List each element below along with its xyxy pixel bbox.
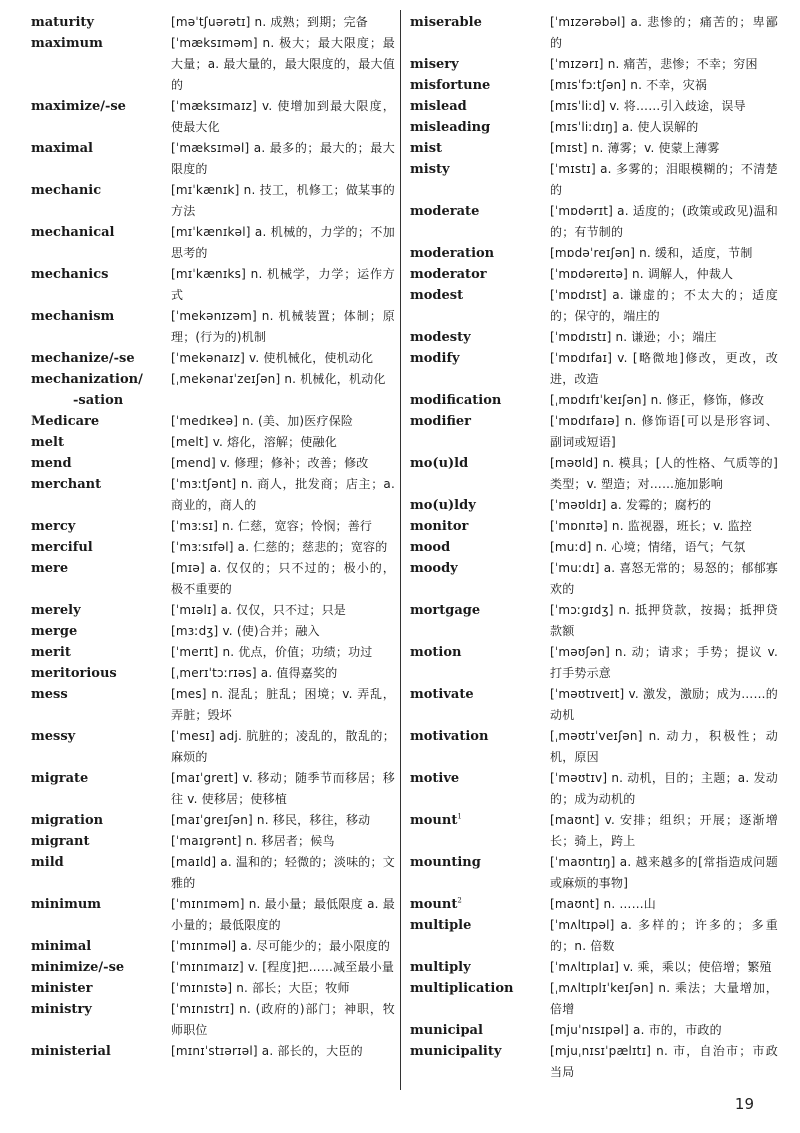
entry-definition: [ˈmɪnɪməm] n. 最小量；最低限度 a. 最小量的；最低限度的 [171,897,395,932]
dictionary-entry [410,75,778,96]
entry-headword: modification [410,393,502,408]
entry-headword: mislead [410,99,467,114]
entry-definition: [ˈmedɪkeə] n. (美、加)医疗保险 [171,414,354,428]
entry-headword: ministerial [31,1044,111,1059]
entry-definition: [ˈmɪnɪstə] n. 部长；大臣；牧师 [171,981,350,995]
entry-definition: [ˈmɪzərəbəl] a. 悲惨的；痛苦的；卑鄙的 [550,15,778,50]
entry-definition: [mes] n. 混乱；脏乱；困境；v. 弄乱，弄脏；毁坏 [171,687,395,722]
entry-definition: [maɪld] a. 温和的；轻微的；淡味的；文雅的 [171,855,395,890]
entry-definition: [ˈmekənaɪz] v. 使机械化，使机动化 [171,351,374,365]
entry-definition: [ˈmʌltɪpəl] a. 多样的；许多的；多重的；n. 倍数 [550,918,778,953]
entry-headword: moderation [410,246,495,261]
dictionary-entry [31,369,395,411]
entry-definition: [muːd] n. 心境；情绪，语气；气氛 [550,540,746,554]
dictionary-entry [31,12,395,33]
left-column [31,12,395,1062]
dictionary-entry [410,201,778,243]
dictionary-entry [31,306,395,348]
entry-definition: [ˈmerɪt] n. 优点，价值；功绩；功过 [171,645,373,659]
entry-definition: [ˌmerɪˈtɔːrɪəs] a. 值得嘉奖的 [171,666,338,680]
dictionary-entry [410,117,778,138]
entry-definition: [mɪsˈfɔːtʃən] n. 不幸，灾祸 [550,78,708,92]
entry-definition: [maɪˈgreɪʃən] n. 移民，移往，移动 [171,813,371,827]
right-column [410,12,778,1083]
entry-definition: [melt] v. 熔化，溶解；使融化 [171,435,337,449]
entry-headword: merciful [31,540,93,555]
entry-definition: [məʊld] n. 模具；[人的性格、气质等的]类型；v. 塑造；对……施加影响 [550,456,778,491]
dictionary-entry [410,348,778,390]
entry-definition: [mɪnɪˈstɪərɪəl] a. 部长的，大臣的 [171,1044,363,1058]
entry-definition: [mend] v. 修理；修补；改善；修改 [171,456,369,470]
dictionary-entry [410,159,778,201]
dictionary-entry [31,894,395,936]
entry-headword: modify [410,351,460,366]
dictionary-entry [410,285,778,327]
dictionary-entry [31,852,395,894]
dictionary-entry [410,726,778,768]
entry-headword: municipal [410,1023,483,1038]
entry-definition: [ˌmɒdɪfɪˈkeɪʃən] n. 修正，修饰，修改 [550,393,765,407]
entry-headword: municipality [410,1044,502,1059]
entry-headword: minimum [31,897,102,912]
entry-definition: [ˈmɪnɪstrɪ] n. (政府的)部门；神职，牧师职位 [171,1002,395,1037]
page-number: 19 [734,1095,754,1113]
entry-definition: [ˈmɒdɪfaɪ] v. [略微地]修改，更改，改进，改造 [550,351,778,386]
entry-definition: [ˈmɪnɪmaɪz] v. [程度]把……减至最小量 [171,960,395,974]
entry-headword: modesty [410,330,471,345]
dictionary-entry [31,957,395,978]
entry-headword: mild [31,855,64,870]
entry-definition: [ˈmesɪ] adj. 肮脏的；凌乱的，散乱的；麻烦的 [171,729,395,764]
entry-headword: mount$^2$ [410,896,462,912]
dictionary-entry [31,600,395,621]
dictionary-entry [410,915,778,957]
dictionary-entry [31,180,395,222]
entry-definition: [ˈmɒdɪst] a. 谦虚的；不太大的；适度的；保守的，端庄的 [550,288,778,323]
dictionary-entry [31,264,395,306]
entry-headword: miserable [410,15,482,30]
entry-headword: merchant [31,477,102,492]
entry-definition: [ˈmaɪgrənt] n. 移居者；候鸟 [171,834,335,848]
homograph-number: 2 [457,896,462,905]
entry-definition: [ˈməʊldɪ] a. 发霉的；腐朽的 [550,498,712,512]
entry-definition: [ˌmʌltɪplɪˈkeɪʃən] n. 乘法；大量增加，倍增 [550,981,778,1016]
dictionary-entry [410,768,778,810]
dictionary-entry [31,33,395,96]
entry-headword: minimal [31,939,92,954]
dictionary-entry [410,558,778,600]
entry-headword: merit [31,645,71,660]
entry-definition: [ˌməʊtɪˈveɪʃən] n. 动力，积极性；动机，原因 [550,729,778,764]
entry-definition: [ˈmuːdɪ] a. 喜怒无常的；易怒的；郁郁寡欢的 [550,561,778,596]
entry-headword: motivation [410,729,489,744]
entry-headword: maturity [31,15,94,30]
dictionary-entry [410,453,778,495]
dictionary-entry [31,978,395,999]
dictionary-entry [410,327,778,348]
dictionary-entry [31,432,395,453]
dictionary-entry [31,642,395,663]
dictionary-entry [410,684,778,726]
entry-definition: [maʊnt] v. 安排；组织；开展；逐渐增长；骑上，跨上 [550,813,778,848]
dictionary-entry [31,222,395,264]
entry-headword: merely [31,603,81,618]
entry-headword: meritorious [31,666,117,681]
dictionary-entry [410,138,778,159]
entry-definition: [ˈmaʊntɪŋ] a. 越来越多的[常指造成问题或麻烦的事物] [550,855,778,890]
entry-headword: migrant [31,834,90,849]
entry-headword: misfortune [410,78,491,93]
entry-definition: [ˈmɜːtʃənt] n. 商人，批发商；店主；a. 商业的，商人的 [171,477,395,512]
entry-headword: maximum [31,36,103,51]
entry-headword: multiplication [410,981,514,996]
dictionary-entry [31,411,395,432]
dictionary-entry [410,810,778,852]
entry-headword: mo(u)ld [410,456,469,471]
entry-headword: migrate [31,771,89,786]
entry-definition: [ˈmɪstɪ] a. 多雾的；泪眼模糊的；不清楚的 [550,162,778,197]
entry-definition: [maʊnt] n. ……山 [550,897,656,911]
entry-definition: [ˈmɒdərɪt] a. 适度的；(政策或政见)温和的；有节制的 [550,204,778,239]
entry-headword: mend [31,456,72,471]
dictionary-entry [410,1041,778,1083]
entry-definition: [ˈmɒdɪfaɪə] n. 修饰语[可以是形容词、副词或短语] [550,414,778,449]
entry-definition: [mɪˈkænɪks] n. 机械学，力学；运作方式 [171,267,395,302]
entry-definition: [ˈməʊʃən] n. 动；请求；手势；提议 v. 打手势示意 [550,645,778,680]
dictionary-entry [410,411,778,453]
entry-definition: [mɪˈkænɪk] n. 技工，机修工；做某事的方法 [171,183,395,218]
entry-definition: [ˈməʊtɪveɪt] v. 激发，激励；成为……的动机 [550,687,778,722]
entry-definition: [ˈmæksɪməl] a. 最多的；最大的；最大限度的 [171,141,395,176]
entry-definition: [ˈmɜːsɪ] n. 仁慈，宽容；怜悯；善行 [171,519,373,533]
entry-headword: multiply [410,960,471,975]
dictionary-entry [31,453,395,474]
entry-headword: misery [410,57,459,72]
dictionary-entry [410,537,778,558]
entry-headword: mortgage [410,603,481,618]
entry-headword: motion [410,645,462,660]
entry-definition: [mɪsˈliːdɪŋ] a. 使人误解的 [550,120,699,134]
entry-headword: ministry [31,1002,92,1017]
dictionary-entry [410,600,778,642]
entry-headword: mechanic [31,183,102,198]
entry-definition: [ˈməʊtɪv] n. 动机，目的；主题；a. 发动的；成为动机的 [550,771,778,806]
entry-definition: [ˈmɪnɪməl] a. 尽可能少的；最小限度的 [171,939,391,953]
entry-headword: multiple [410,918,472,933]
entry-definition: [mɪst] n. 薄雾；v. 使蒙上薄雾 [550,141,720,155]
entry-definition: [maɪˈgreɪt] v. 移动；随季节而移居；移往 v. 使移居；使移植 [171,771,395,806]
entry-definition: [mɒdəˈreɪʃən] n. 缓和，适度，节制 [550,246,753,260]
dictionary-entry [31,621,395,642]
entry-headword: mess [31,687,68,702]
dictionary-entry [410,243,778,264]
entry-headword: mist [410,141,443,156]
entry-headword: Medicare [31,414,100,429]
dictionary-entry [31,138,395,180]
entry-definition: [ˈmekənɪzəm] n. 机械装置；体制；原理；(行为的)机制 [171,309,395,344]
dictionary-entry [410,96,778,117]
entry-definition: [ˈmʌltɪplaɪ] v. 乘，乘以；使倍增；繁殖 [550,960,772,974]
dictionary-entry [410,516,778,537]
entry-headword: moderate [410,204,480,219]
entry-headword: merge [31,624,78,639]
dictionary-entry [31,768,395,810]
dictionary-entry [410,390,778,411]
entry-headword: melt [31,435,64,450]
dictionary-entry [31,516,395,537]
entry-definition: [mjuˈnɪsɪpəl] a. 市的，市政的 [550,1023,722,1037]
entry-headword: minister [31,981,93,996]
entry-definition: [ˈmɒdɪstɪ] n. 谦逊；小；端庄 [550,330,717,344]
entry-headword: mechanics [31,267,109,282]
entry-definition: [ˈmɜːsɪfəl] a. 仁慈的；慈悲的；宽容的 [171,540,388,554]
dictionary-entry [31,537,395,558]
dictionary-entry [31,831,395,852]
dictionary-entry [31,474,395,516]
dictionary-entry [410,957,778,978]
dictionary-entry [31,999,395,1041]
entry-headword: mo(u)ldy [410,498,476,513]
dictionary-entry [410,54,778,75]
entry-definition: [mɪsˈliːd] v. 将……引入歧途，误导 [550,99,746,113]
entry-headword: modest [410,288,464,303]
entry-headword: motive [410,771,460,786]
entry-headword: mercy [31,519,76,534]
dictionary-entry [31,726,395,768]
homograph-number: 1 [457,812,462,821]
entry-headword: mount$^1$ [410,812,462,828]
entry-definition: [ˈmæksɪmaɪz] v. 使增加到最大限度，使最大化 [171,99,395,134]
column-divider [400,10,401,1090]
entry-definition: [məˈtʃuərətɪ] n. 成熟；到期；完备 [171,15,368,29]
entry-headword: mechanism [31,309,115,324]
dictionary-entry [410,894,778,915]
dictionary-entry [31,663,395,684]
entry-headword: motivate [410,687,474,702]
entry-headword: moody [410,561,458,576]
entry-headword: mechanize/-se [31,351,135,366]
entry-definition: [ˈmɪzərɪ] n. 痛苦，悲惨；不幸；穷困 [550,57,758,71]
entry-headword: monitor [410,519,469,534]
entry-definition: [ˈmɒdəreɪtə] n. 调解人，仲裁人 [550,267,734,281]
dictionary-entry [410,852,778,894]
dictionary-entry [410,642,778,684]
dictionary-entry [410,12,778,54]
entry-headword: migration [31,813,104,828]
dictionary-entry [31,810,395,831]
entry-headword: maximize/-se [31,99,126,114]
dictionary-entry [31,1041,395,1062]
dictionary-entry [31,936,395,957]
entry-headword: maximal [31,141,93,156]
entry-definition: [ˈmɒnɪtə] n. 监视器，班长；v. 监控 [550,519,752,533]
entry-definition: [mɜːdʒ] v. (使)合并；融入 [171,624,320,638]
entry-definition: [ˈmæksɪməm] n. 极大；最大限度；最大量；a. 最大量的，最大限度的，最大值的 [171,36,395,92]
entry-headword: mounting [410,855,481,870]
entry-definition: [mɪˈkænɪkəl] a. 机械的，力学的；不加思考的 [171,225,395,260]
entry-headword: minimize/-se [31,960,125,975]
entry-definition: [ˈmɪəlɪ] a. 仅仅，只不过；只是 [171,603,346,617]
dictionary-entry [31,558,395,600]
entry-headword: mechanization/ -sation [31,369,171,411]
entry-definition: [mɪə] a. 仅仅的；只不过的；极小的，极不重要的 [171,561,395,596]
dictionary-entry [410,264,778,285]
dictionary-entry [410,978,778,1020]
entry-headword: mechanical [31,225,115,240]
entry-headword: messy [31,729,76,744]
dictionary-entry [31,684,395,726]
entry-headword: misty [410,162,450,177]
headword-continuation: -sation [73,393,124,408]
dictionary-entry [410,1020,778,1041]
dictionary-entry [31,96,395,138]
dictionary-entry [31,348,395,369]
entry-headword: mere [31,561,69,576]
entry-definition: [ˈmɔːgɪdʒ] n. 抵押贷款，按揭；抵押贷款额 [550,603,778,638]
entry-definition: [ˌmekənaɪˈzeɪʃən] n. 机械化，机动化 [171,372,386,386]
entry-headword: modifier [410,414,472,429]
dictionary-entry [410,495,778,516]
entry-headword: mood [410,540,451,555]
entry-definition: [mjuˌnɪsɪˈpælɪtɪ] n. 市，自治市；市政当局 [550,1044,778,1079]
entry-headword: misleading [410,120,491,135]
entry-headword: moderator [410,267,487,282]
